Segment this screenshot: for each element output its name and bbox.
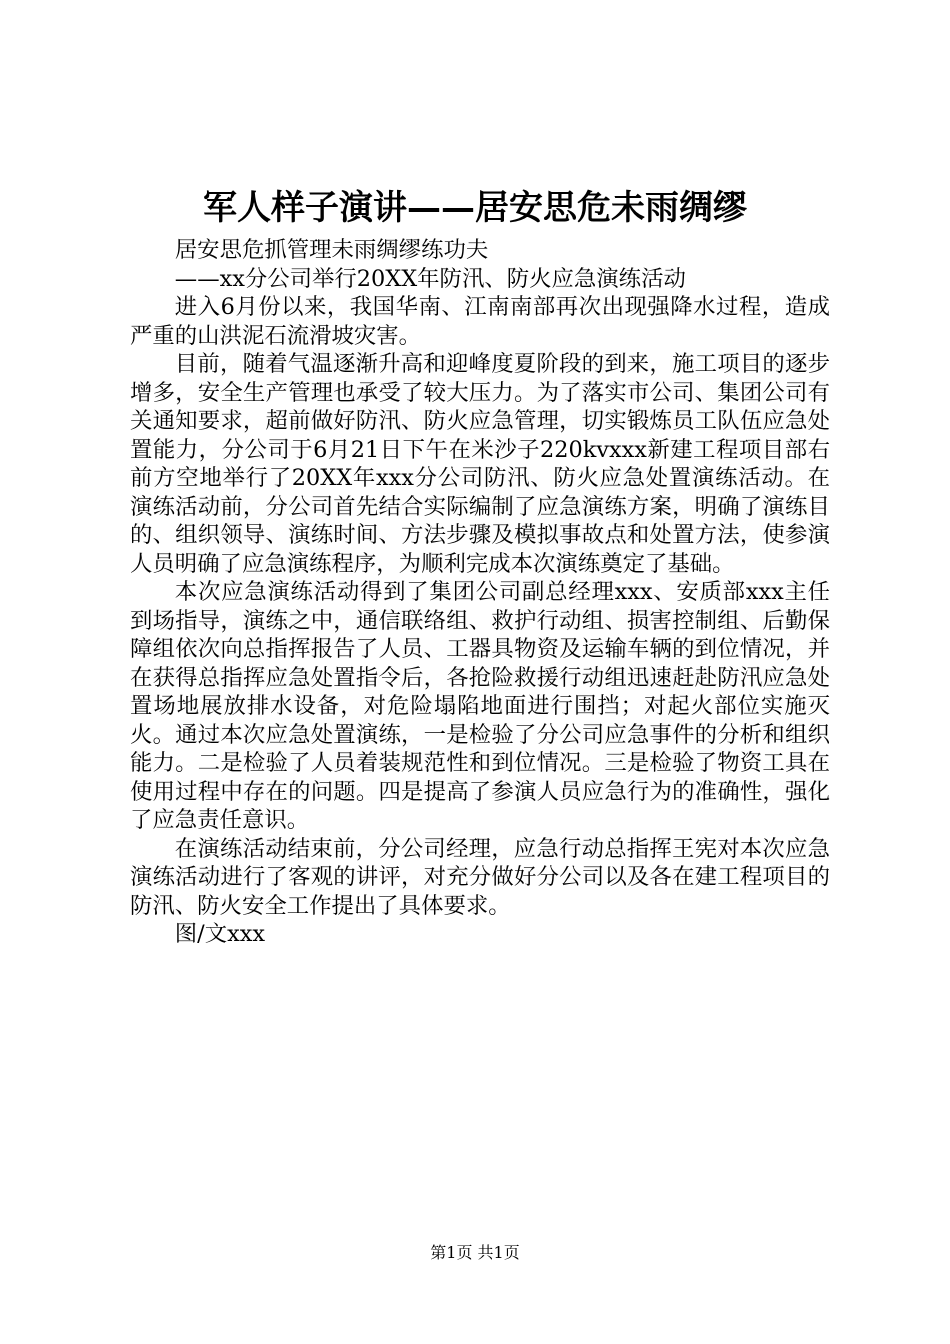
paragraph-background: 目前，随着气温逐渐升高和迎峰度夏阶段的到来，施工项目的逐步增多，安全生产管理也承受了较大压力。为了落实市公司、集团公司有关通知要求，超前做好防汛、防火应急管理，切实锻炼员工队伍应急处置能力，分公司于6月21日下午在米沙子220kvxxx新建工程项目部右前方空地举行了20XX年xxx分公司防汛、防火应急处置演练活动。在演练活动前，分公司首先结合实际编制了应急演练方案，明确了演练目的、组织领导、演练时间、方法步骤及模拟事故点和处置方法，使参演人员明确了应急演练程序，为顺利完成本次演练奠定了基础。 bbox=[130, 351, 830, 577]
paragraph-intro: 进入6月份以来，我国华南、江南南部再次出现强降水过程，造成严重的山洪泥石流滑坡灾害。 bbox=[130, 294, 830, 349]
subtitle-line: 居安思危抓管理未雨绸缪练功夫 bbox=[174, 237, 489, 263]
paragraph-credit: 图/文xxx bbox=[174, 921, 266, 947]
subtitle-event-line: ——xx分公司举行20XX年防汛、防火应急演练活动 bbox=[174, 265, 686, 292]
paragraph-summary: 在演练活动结束前，分公司经理，应急行动总指挥王宪对本次应急演练活动进行了客观的讲评，对充分做好分公司以及各在建工程项目的防汛、防火安全工作提出了具体要求。 bbox=[130, 835, 830, 919]
document-body bbox=[130, 236, 830, 949]
document-title: 军人样子演讲——居安思危未雨绸缪 bbox=[203, 188, 747, 228]
page-number-footer: 第1页 共1页 bbox=[430, 1243, 520, 1262]
paragraph-drill-details: 本次应急演练活动得到了集团公司副总经理xxx、安质部xxx主任到场指导，演练之中，通信联络组、救护行动组、损害控制组、后勤保障组依次向总指挥报告了人员、工器具物资及运输车辆的到位情况，并在获得总指挥应急处置指令后，各抢险救援行动组迅速赶赴防汛应急处置场地展放排水设备，对危险塌陷地面进行围挡；对起火部位实施灭火。通过本次应急处置演练，一是检验了分公司应急事件的分析和组织能力。二是检验了人员着装规范性和到位情况。三是检验了物资工具在使用过程中存在的问题。四是提高了参演人员应急行为的准确性，强化了应急责任意识。 bbox=[130, 579, 830, 833]
